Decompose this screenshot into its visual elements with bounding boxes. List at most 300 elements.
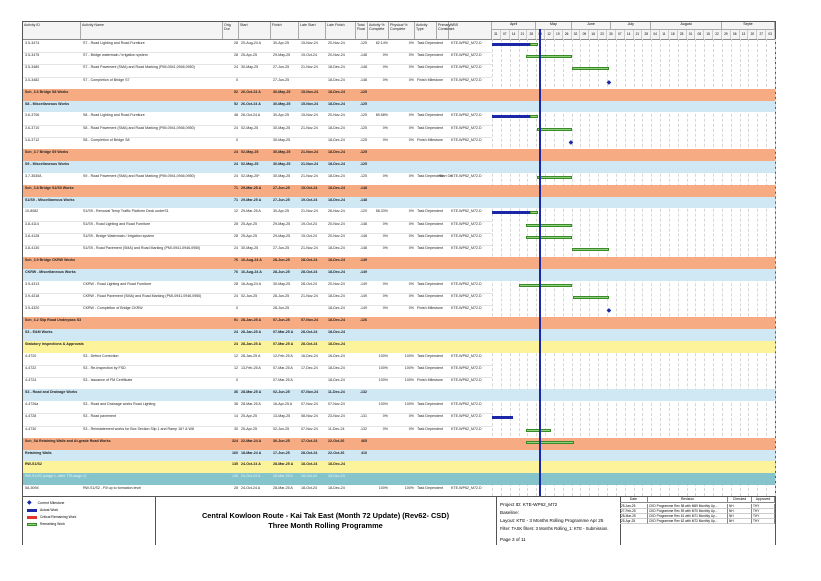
cell-phys: 0% [408,221,414,226]
cell-start [241,305,270,306]
cell-ls [301,77,325,78]
remaining-work-bar[interactable] [526,224,571,227]
remaining-work-swatch [27,523,37,526]
cell-con [439,77,448,78]
week-14: 07 [616,30,625,39]
cell-id: Statutory Inspections & Approvals [25,342,84,346]
remaining-work-bar[interactable] [572,67,609,70]
cell-finish: 30-May-25 [273,161,291,166]
remaining-work-bar[interactable] [572,248,609,251]
week-26: 29 [722,30,731,39]
cell-tf [358,461,367,462]
cell-id: CKRW - Miscellaneous Works [25,270,76,274]
remaining-work-bar[interactable] [530,115,538,118]
cell-type: Task Dependent [417,414,443,419]
header-col-2[interactable]: Orig Dur [223,22,239,39]
cell-ls: 21-Nov-24 [301,209,318,214]
cell-start: 22-Mar-24 A [241,438,262,443]
timeline-band [492,329,775,341]
activity-row[interactable] [23,208,492,221]
cell-tf: -149 [359,294,367,298]
cell-finish: 28-Jun-25 [273,306,290,311]
cell-id: S9 - Miscellaneous Works [25,161,70,166]
timeline-band [492,461,775,473]
cell-finish: 28-Jun-25 [273,258,290,263]
activity-row[interactable] [23,353,492,366]
cell-phys: 0% [408,173,414,178]
cell-start: 24-Oct-24 A [241,462,261,467]
wbs-band[interactable] [23,257,492,269]
cell-dur: 24 [234,342,238,346]
cell-start: 29-Mar-25 A [241,185,262,190]
cell-lf: 18-Dec-24 [328,318,345,323]
cell-dur: 24 [234,173,238,178]
cell-ls: 19-Oct-24 [301,197,318,202]
project-info [496,497,621,545]
cell-ls: 21-Nov-24 [301,294,318,298]
wbs-band[interactable] [23,161,492,173]
cell-lf: 20-Nov-24 [328,233,345,238]
cell-con [439,112,448,113]
cell-ls: 19-Oct-24 [301,53,317,58]
week-3: 21 [519,30,528,39]
cell-start: 26-Oct-24 A [241,89,261,94]
cell-phys: 100% [404,353,414,358]
revision-header: Revision [648,497,728,503]
month-3: July [611,22,651,30]
revision-cell: THY [752,519,775,524]
header-col-7[interactable]: Total Float [356,22,368,39]
wbs-band[interactable] [23,450,492,462]
cell-finish: 28-Jun-25 [273,294,290,298]
cell-type: Task Dependent [417,486,443,490]
cell-id: 3.5-3475 [25,53,40,58]
cell-dur: 14 [234,414,238,419]
cell-finish: 30-Jun-25 [273,438,290,443]
cell-id: 3.9-4320 [25,306,40,311]
week-25: 22 [713,30,722,39]
revision-cell: NH [728,504,752,509]
cell-finish: 30-May-25 [273,281,291,286]
cell-phys: 0% [408,65,414,70]
cell-tf [358,341,367,342]
remaining-work-bar[interactable] [537,176,571,179]
cell-start: 02-May-25 [241,125,259,130]
week-19: 11 [660,30,669,39]
wbs-band[interactable] [23,185,492,197]
cell-id: Sch_3.6 Bridge S8 Works [25,89,69,94]
header-col-11[interactable]: Primary Constraint [437,22,449,39]
remaining-work-bar[interactable] [526,441,574,444]
activity-row[interactable] [23,112,492,125]
cell-name: S3 - Defect Correction [83,353,119,358]
cell-finish: 29-May-25 [273,53,291,58]
cell-finish: 13-May-25 [273,414,291,419]
cell-type: Finish Milestone [417,378,443,383]
cell-ls: 18-Oct-24 [301,462,318,467]
remaining-work-bar[interactable] [519,284,572,287]
week-13: 30 [607,30,616,39]
cell-finish: 30-May-25 [273,89,291,94]
cell-con [439,137,448,138]
remaining-work-bar[interactable] [530,211,538,214]
cell-wbs: KTE-WP62_M72.D [451,77,482,82]
wbs-band[interactable] [23,149,492,161]
cell-con [439,305,448,306]
cell-pct: 0% [382,173,388,178]
cell-finish: 17-Jun-25 [273,450,290,455]
cell-start: 25-Apr-25 [241,426,257,431]
cell-name: S8 - Road Lighting and Road Furniture [83,113,145,118]
cell-type: Task Dependent [417,366,443,370]
wbs-band[interactable] [23,461,492,473]
revision-cell: THY [752,504,775,509]
wbs-band[interactable] [23,389,492,401]
activity-row[interactable] [23,64,492,77]
cell-type: Task Dependent [417,294,443,298]
cell-start: 25-Apr-25 [241,53,257,58]
cell-ls: 15-Nov-24 [301,101,319,106]
cell-start: 13-Feb-25 A [241,366,261,370]
cell-name: S7 - Road Pavement (SMA) and Road Marking (PMI-0941,0946,0950) [83,65,195,70]
cell-wbs: KTE-WP62_M72.D [451,173,482,178]
cell-tf: -125 [359,125,367,130]
week-12: 23 [598,30,607,39]
revision-header: Approved [752,497,775,503]
activity-row[interactable] [23,173,492,186]
cell-tf: -149 [359,281,367,286]
cell-finish: 07-Mar-25 A [273,378,293,383]
header-col-10[interactable]: Activity Type [415,22,437,39]
cell-ls: 16-Dec-24 [301,353,318,358]
cell-ls: 21-Nov-24 [301,246,318,250]
cell-lf: 18-Dec-24 [328,378,345,383]
cell-wbs: KTE-WP62_M72.D [451,137,482,142]
activity-row[interactable] [23,125,492,138]
cell-id: S3 - Road and Drainage Works [25,390,78,395]
header-col-1[interactable]: Activity Name [81,22,223,39]
cell-pct: 0% [382,137,388,142]
header-col-0[interactable]: Activity ID [23,22,81,39]
cell-finish: 28-Mar-25 A [273,486,293,490]
header-col-8[interactable]: Activity % Complete [368,22,389,39]
cell-tf: -148 [359,221,367,226]
remaining-work-bar[interactable] [526,55,571,58]
cell-id: Sch_4.2 Slip Road Underpass S3 [25,318,82,323]
cell-tf [358,377,367,378]
cell-id: 3.6-3706 [25,113,40,118]
cell-pct: 0% [382,233,388,238]
cell-tf [358,329,367,330]
cell-dur: 76 [234,270,238,274]
cell-con [439,365,448,366]
grid-line [775,39,776,496]
cell-con [439,233,448,234]
cell-id: Sch_5A Retaining Walls and At-grade Road Works [25,438,111,443]
cell-start [241,77,270,78]
cell-ls: 21-Nov-24 [301,173,318,178]
cell-lf: 18-Dec-24 [328,89,345,94]
cell-name: S1/S9 - Bridge Watermain / Irrigation system [83,233,154,238]
cell-tf: 465 [361,438,367,443]
cell-con [439,40,448,41]
cell-tf: -125 [359,101,367,106]
cell-wbs: KTE-WP62_M72.D [451,414,482,419]
cell-ls: 21-Nov-24 [301,150,319,154]
cell-start: 28-Mar-25 A [241,390,262,395]
cell-ls: 17-Dec-24 [301,366,318,370]
timeline-band [492,149,775,161]
cell-tf: -120 [359,209,367,214]
cell-tf [358,485,367,486]
cell-lf: 22-Oct-26 [328,438,345,443]
cell-id: 5A-5094 [25,486,39,490]
cell-finish: 29-May-25 [273,221,291,226]
cell-lf: 20-Nov-24 [328,113,345,118]
cell-dur: 71 [234,197,238,202]
cell-wbs: KTE-WP62_M72.D [451,306,482,311]
cell-pct: 100% [378,402,388,407]
cell-ls: 18-Oct-24 [301,474,317,479]
header-col-3[interactable]: Start [239,22,271,39]
cell-lf: 18-Dec-24 [328,125,345,130]
cell-type: Finish Milestone [417,306,443,311]
cell-dur: 135 [232,462,238,467]
cell-dur: 24 [234,161,238,166]
cell-dur: 28 [234,486,238,490]
cell-finish: 30-Apr-25 [273,209,289,214]
cell-pct: 0% [382,125,388,130]
cell-lf: 18-Dec-24 [328,342,345,346]
cell-pct: 0% [382,294,388,298]
cell-start: 20-Aug-24 A [241,41,261,45]
cell-pct: 58.33% [375,209,388,214]
cell-ls: 28-Oct-24 [301,281,317,286]
cell-phys: 0% [408,77,414,82]
activity-row[interactable] [23,377,492,390]
cell-name: CKRW - Completion of Bridge CKRW [83,306,143,311]
wbs-band[interactable] [23,197,492,209]
cell-tf: -149 [359,270,367,274]
cell-dur: 0 [236,77,238,82]
timeline-band [492,269,775,281]
cell-dur: 24 [234,294,238,298]
timeline-band [492,89,775,101]
month-5: Septe [722,22,775,30]
cell-name: S1/S9 - Removal Temp Traffic Platform Deck underS1 [83,209,169,214]
title-line-1: Central Kowloon Route - Kai Tak East (Month 72 Update) (Rev62- CSD) [201,511,450,520]
cell-tf: -148 [359,197,367,202]
month-0: April [492,22,536,30]
remaining-work-bar[interactable] [530,43,538,46]
week-18: 04 [651,30,660,39]
footer [23,496,775,545]
cell-type: Task Dependent [417,173,443,178]
activity-row[interactable] [23,221,492,234]
activity-row[interactable] [23,52,492,65]
cell-con [439,221,448,222]
cell-con [439,125,448,126]
remaining-work-bar[interactable] [526,236,571,239]
cell-dur: 36 [234,390,238,395]
actual-work-bar[interactable] [492,211,530,214]
cell-dur: 28 [234,41,238,45]
legend-remaining-work: Remaining Work [27,522,65,526]
cell-start: 26-Oct-24 A [241,101,261,106]
cell-ls: 08-Nov-24 [301,414,318,419]
cell-tf: -125 [359,137,367,142]
wbs-band[interactable] [23,89,492,101]
cell-lf: 18-Dec-24 [328,173,345,178]
month-2: June [572,22,612,30]
cell-name: S7 - Bridge watermain / irrigation system [83,53,148,58]
remaining-work-bar[interactable] [573,296,608,299]
activity-row[interactable] [23,281,492,294]
cell-dur: 160 [232,450,238,455]
cell-pct: 100% [378,366,388,370]
cell-dur: 0 [236,306,238,311]
cell-id: RW-S1/S2 (stage 1- after TTA stage 2) [25,474,87,479]
cell-start: 28-Jan-25 A [241,353,261,358]
cell-pct: 100% [378,353,388,358]
revision-cell: CKD Programme Rev 62 with M72 Monthly Up... [648,519,728,524]
cell-phys: 0% [408,209,414,214]
cell-dur: 24 [234,65,238,70]
cell-ls: 28-Oct-24 [301,258,318,263]
cell-pct: 0% [382,426,388,431]
activity-row[interactable] [23,305,492,318]
cell-pct: 100% [378,378,388,383]
activity-row[interactable] [23,413,492,426]
cell-lf: 18-Dec-24 [328,462,345,467]
actual-work-bar[interactable] [492,43,530,46]
cell-pct: 0% [382,414,388,419]
cell-finish: 28-Jun-25 [273,270,290,274]
cell-id: 3.8-4128 [25,233,40,238]
cell-finish: 30-May-25 [273,137,291,142]
cell-dur: 28 [234,53,238,58]
cell-type: Finish Milestone [417,77,443,82]
remaining-work-bar[interactable] [537,128,571,131]
cell-id: 4-4720 [25,353,37,358]
cell-id: Sch_3.7 Bridge S9 Works [25,150,69,154]
cell-dur: 12 [234,353,238,358]
cell-start [241,137,270,138]
week-11: 16 [589,30,598,39]
week-10: 09 [580,30,589,39]
cell-finish: 29-May-25 [273,233,291,238]
cell-phys: 100% [404,486,414,490]
actual-work-bar[interactable] [492,115,530,118]
cell-dur: 71 [234,185,238,190]
cell-wbs: KTE-WP62_M72.D [451,125,482,130]
cell-dur: 12 [234,209,238,214]
cell-phys: 0% [408,281,414,286]
cell-start: 16-Aug-24 A [241,258,262,263]
activity-row[interactable] [23,137,492,150]
cell-lf: 18-Dec-24 [328,65,345,70]
cell-name: S3 - Road and Drainage works Road Lighting [83,402,156,407]
cell-type: Task Dependent [417,402,443,407]
wbs-band[interactable] [23,317,492,329]
cell-id: 3.5-3480 [25,65,40,70]
header-col-12[interactable]: WBS [449,22,492,39]
filter: Filter: TASK filters: 3 Months Rolling_1: KTE - Submission. [500,526,609,531]
week-21: 25 [678,30,687,39]
cell-dur: 0 [236,137,238,142]
cell-type: Task Dependent [417,246,443,250]
cell-con [439,281,448,282]
revision-cell: NH [728,514,752,519]
milestone-icon: ◆ [606,79,612,86]
header-col-9[interactable]: Physical % Complete [389,22,415,39]
cell-name: S7 - Completion of Bridge S7 [83,77,130,82]
cell-id: 3.9-4313 [25,281,40,286]
cell-pct: 0% [382,306,388,311]
cell-finish: 28-Mar-25 A [273,462,294,467]
title-line-2: Three Month Rolling Programme [268,521,383,530]
cell-id: 10-8082 [25,209,39,214]
cell-finish: 07-Mar-25 A [273,342,294,346]
cell-ls: 07-Nov-24 [301,402,318,407]
cell-type: Task Dependent [417,426,443,431]
cell-finish: 27-Jun-25 [273,185,290,190]
cell-ls: 15-Nov-24 [301,41,318,45]
cell-start: 28-Jan-25 A [241,342,262,346]
legend-current-milestone: ◆ Current Milestone [27,500,65,506]
week-6: 12 [545,30,554,39]
revision-cell: CKD Programme Rev 58 with M69 Monthly Up... [648,504,728,509]
cell-tf: -131 [359,414,367,419]
activity-row[interactable] [23,77,492,90]
cell-lf: 18-Dec-24 [328,185,345,190]
cell-finish: 27-Jun-25 [273,77,290,82]
header-col-5[interactable]: Late Start [299,22,326,39]
wbs-band[interactable] [23,341,492,353]
cell-type: Task Dependent [417,53,443,58]
actual-work-bar[interactable] [492,416,513,419]
cell-ls: 28-Oct-24 [301,342,318,346]
activity-row[interactable] [23,426,492,439]
cell-id: 4-4722 [25,366,37,370]
legend [23,497,156,545]
wbs-band[interactable] [23,438,492,450]
cell-id: 3.6-3712 [25,137,40,142]
wbs-band[interactable] [23,101,492,113]
cell-ls: 28-Oct-24 [301,450,318,455]
cell-id: Sch_3.9 Bridge CKRW Works [25,258,75,263]
timeline-band [492,161,775,173]
activity-row[interactable] [23,233,492,246]
cell-wbs: KTE-WP62_M72.D [451,41,482,45]
cell-con [439,413,448,414]
cell-tf: -148 [359,53,367,58]
cell-type: Task Dependent [417,209,443,214]
header-col-4[interactable]: Finish [271,22,299,39]
header-col-6[interactable]: Late Finish [326,22,356,39]
wbs-band[interactable] [23,473,492,485]
cell-type: Task Dependent [417,221,443,226]
cell-wbs: KTE-WP62_M72.D [451,53,482,58]
cell-id: S8 - Miscellaneous Works [25,101,70,106]
cell-con [439,52,448,53]
wbs-band[interactable] [23,329,492,341]
wbs-band[interactable] [23,269,492,281]
cell-pct: 0% [382,53,388,58]
activity-row[interactable] [23,401,492,414]
cell-ls: 21-Nov-24 [301,125,318,130]
cell-dur: 48 [234,113,238,118]
